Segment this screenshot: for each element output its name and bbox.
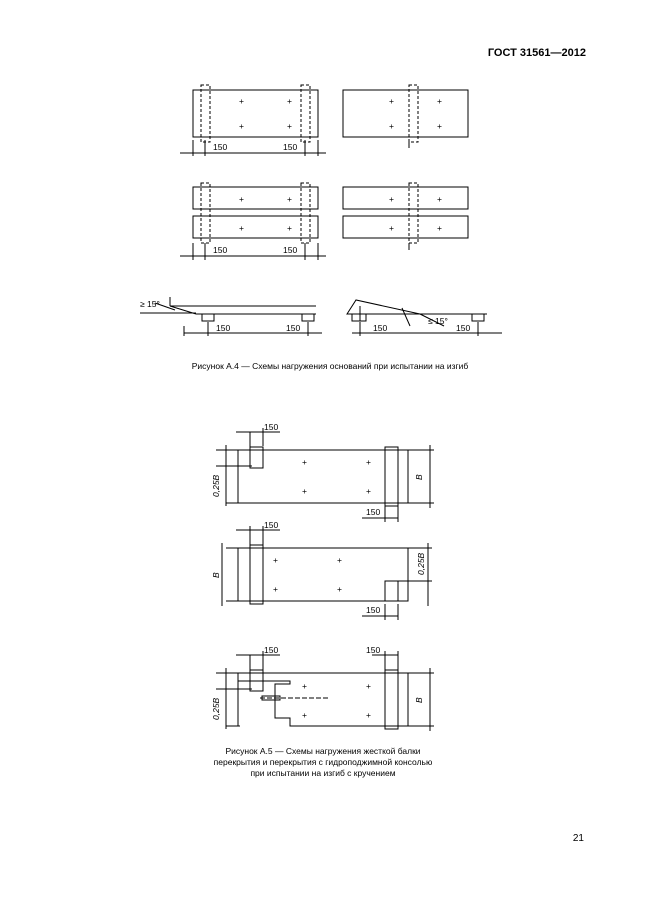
a4-dim-150-7: 150 [373, 323, 388, 333]
svg-text:+: + [287, 194, 292, 204]
a4-dim-150-4: 150 [283, 245, 298, 255]
a5-dim-150-5: 150 [264, 645, 279, 655]
page-number: 21 [572, 833, 584, 844]
figure-a4-caption: Рисунок А.4 — Схемы нагружения оснований при испытании на изгиб [191, 361, 469, 371]
svg-text:+: + [302, 681, 307, 691]
svg-text:+: + [273, 584, 278, 594]
figure-a5-caption-line-1: Рисунок А.5 — Схемы нагружения жесткой балки [225, 746, 421, 756]
svg-text:+: + [287, 96, 292, 106]
a4-dim-150-2: 150 [283, 142, 298, 152]
svg-text:+: + [389, 223, 394, 233]
a4-angle-le: ≤ 15° [428, 316, 448, 326]
a4-dim-150-1: 150 [213, 142, 228, 152]
a5-dim-b-2: B [211, 572, 221, 578]
a4-dim-150-3: 150 [213, 245, 228, 255]
figure-a5-caption [163, 746, 483, 779]
a5-dim-150-4: 150 [366, 605, 381, 615]
svg-text:+: + [337, 555, 342, 565]
a5-dim-025b-1: 0,25B [211, 474, 221, 497]
svg-text:+: + [239, 223, 244, 233]
a5-dim-b-3: B [414, 697, 424, 703]
svg-text:+: + [389, 121, 394, 131]
a5-dim-b-1: B [414, 474, 424, 480]
svg-text:+: + [302, 486, 307, 496]
svg-text:+: + [239, 121, 244, 131]
svg-text:+: + [389, 194, 394, 204]
svg-text:+: + [437, 121, 442, 131]
svg-text:+: + [302, 457, 307, 467]
a4-dim-150-6: 150 [286, 323, 301, 333]
a5-dim-025b-2: 0,25B [416, 552, 426, 575]
figure-a5-caption-line-3: при испытании на изгиб с кручением [250, 768, 396, 778]
a5-dim-150-1: 150 [264, 422, 279, 432]
svg-text:+: + [366, 681, 371, 691]
a5-dim-150-6: 150 [366, 645, 381, 655]
svg-text:+: + [239, 96, 244, 106]
svg-text:+: + [389, 96, 394, 106]
svg-text:+: + [437, 194, 442, 204]
svg-text:+: + [366, 457, 371, 467]
svg-text:+: + [437, 96, 442, 106]
svg-text:+: + [302, 710, 307, 720]
a4-dim-150-8: 150 [456, 323, 471, 333]
document-header: ГОСТ 31561—2012 [487, 47, 586, 59]
figure-a5-caption-line-2: перекрытия и перекрытия с гидроподжимной консолью [213, 757, 433, 767]
svg-text:+: + [437, 223, 442, 233]
a4-angle-ge: ≥ 15° [140, 299, 160, 309]
svg-text:+: + [287, 121, 292, 131]
a5-dim-025b-3: 0,25B [211, 697, 221, 720]
svg-text:+: + [337, 584, 342, 594]
a4-dim-150-5: 150 [216, 323, 231, 333]
svg-text:+: + [366, 710, 371, 720]
a5-dim-150-2: 150 [366, 507, 381, 517]
svg-text:+: + [366, 486, 371, 496]
svg-text:+: + [273, 555, 278, 565]
svg-text:+: + [239, 194, 244, 204]
svg-text:+: + [287, 223, 292, 233]
a5-dim-150-3: 150 [264, 520, 279, 530]
